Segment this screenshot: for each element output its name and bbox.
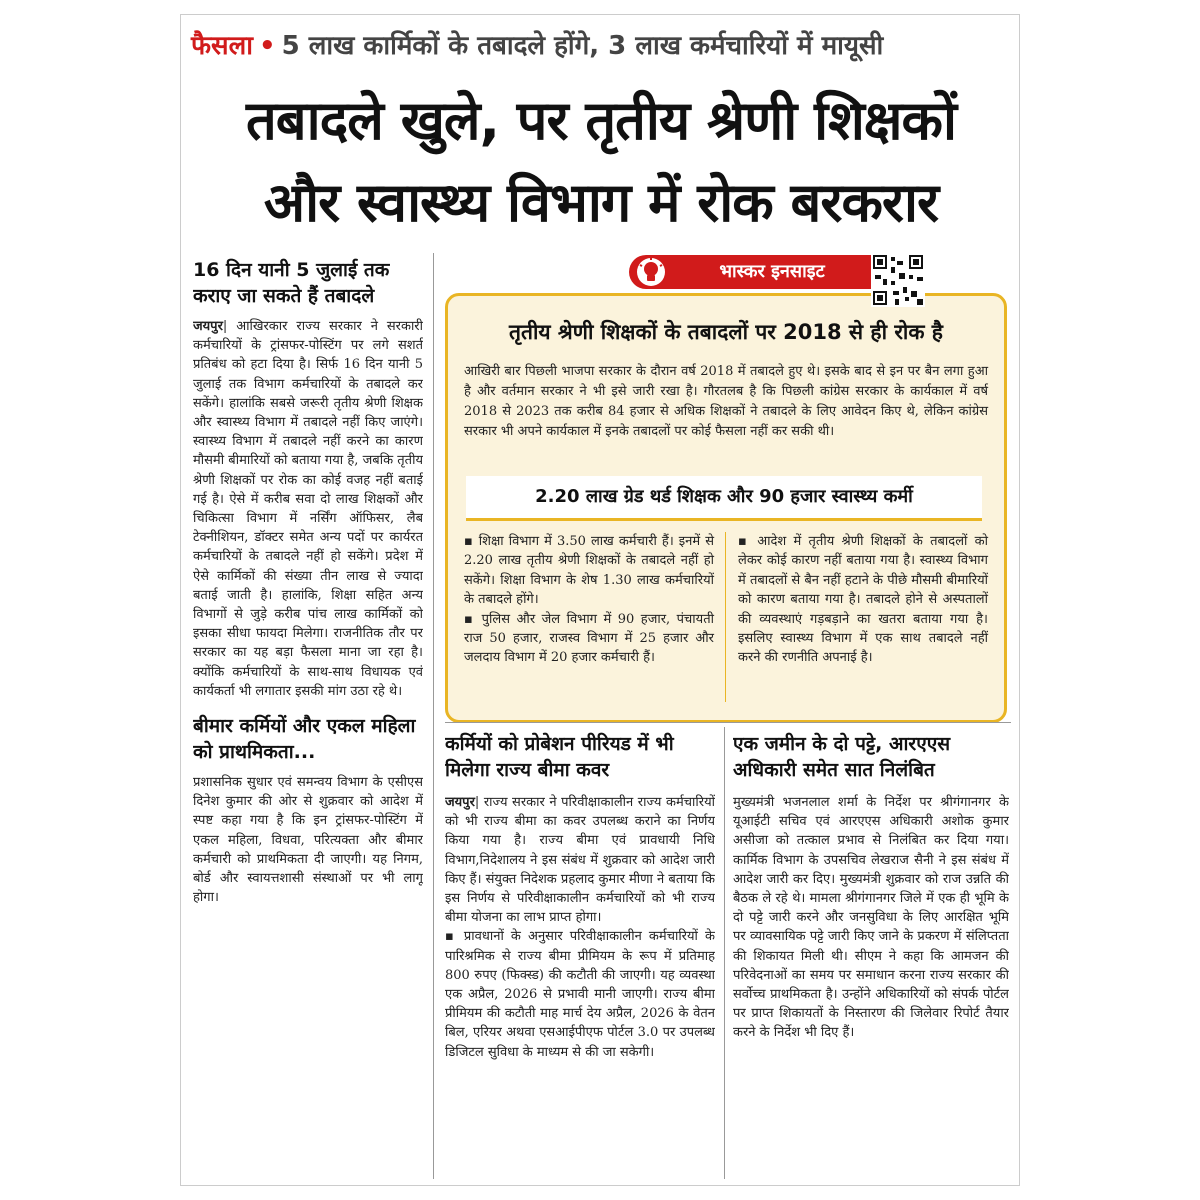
article2-body-text: राज्य सरकार ने परिवीक्षाकालीन राज्य कर्मचारियों को भी राज्य बीमा का कवर उपलब्ध कराने का निर्णय किया गया है। राज्य बीमा एवं प्रावधायी निधि विभाग,निदेशालय ने इस संबंध में शुक्रवार को आदेश जारी किए हैं। संयुक्त निदेशक प्रहलाद कुमार मीणा ने बताया कि इस निर्णय से परिवीक्षाकालीन कर्मचारियों को भी राज्य बीमा योजना का लाभ प्राप्त होगा। (445, 795, 715, 926)
kicker-text: 5 लाख कार्मिकों के तबादले होंगे, 3 लाख कर्मचारियों में मायूसी (281, 31, 884, 61)
left-subhead: 16 दिन यानी 5 जुलाई तक कराए जा सकते हैं तबादले (193, 259, 390, 307)
insight-box (445, 293, 1007, 723)
kicker-tag: फैसला (191, 31, 253, 61)
left-body-2: प्रशासनिक सुधार एवं समन्वय विभाग के एसीएस दिनेश कुमार की ओर से शुक्रवार को आदेश में स्पष्ट कहा गया है कि इन ट्रांसफर-पोस्टिंग में एकल महिला, विधवा, परित्यक्ता और बीमार कर्मचारी को प्राथमिकता दी जाएगी। यह निगम, बोर्ड और स्वायत्तशासी संस्थाओं पर भी लागू होगा। (193, 775, 423, 906)
article2-body-2: ▪ प्रावधानों के अनुसार परिवीक्षाकालीन कर्मचारियों के पारिश्रमिक से राज्य बीमा प्रीमियम के रूप में प्रतिमाह 800 रुपए (फिक्स्ड) की कटौती की जाएगी। यह व्यवस्था एक अप्रैल, 2026 से प्रभावी मानी जाएगी। राज्य बीमा प्रीमियम की कटौती माह मार्च देय अप्रैल, 2026 के वेतन बिल, एरियर अथवा एसआईपीएफ पोर्टल 3.0 पर उपलब्ध डिजिटल सुविधा के माध्यम से की जा सकेगी। (445, 929, 715, 1060)
article2-subhead: कर्मियों को प्रोबेशन पीरियड में भी मिलेगा राज्य बीमा कवर (445, 733, 674, 781)
article2-body: जयपुर| राज्य सरकार ने परिवीक्षाकालीन राज्य कर्मचारियों को भी राज्य बीमा का कवर उपलब्ध कराने का निर्णय किया गया है। राज्य बीमा एवं प्रावधायी निधि विभाग,निदेशालय ने इस संबंध में शुक्रवार को आदेश जारी किए हैं। संयुक्त निदेशक प्रहलाद कुमार मीणा ने बताया कि इस निर्णय से परिवीक्षाकालीन कर्मचारियों को भी राज्य बीमा योजना का लाभ प्राप्त होगा। (445, 795, 715, 926)
kicker (191, 21, 1011, 71)
insight-subhead: 2.20 लाख ग्रेड थर्ड शिक्षक और 90 हजार स्वास्थ्य कर्मी (466, 476, 982, 521)
insight-column-1 (464, 532, 714, 668)
insight-paragraph: आखिरी बार पिछली भाजपा सरकार के दौरान वर्ष 2018 में तबादले हुए थे। इसके बाद से इन पर बैन लगा हुआ है और वर्तमान सरकार ने भी इसे जारी रखा है। गौरतलब है कि पिछली कांग्रेस सरकार के कार्यकाल में वर्ष 2018 से 2023 तक करीब 84 हजार से अधिक शिक्षकों ने तबादले के लिए आवेदन किए थे, लेकिन कांग्रेस सरकार भी अपने कार्यकाल में इनके तबादलों पर कोई फैसला नहीं कर सकी थी। (464, 364, 988, 439)
headline-line-1: तबादले खुले, पर तृतीय श्रेणी शिक्षकों (246, 89, 956, 152)
headline-line-2: और स्वास्थ्य विभाग में रोक बरकरार (263, 171, 939, 234)
insight-title: तृतीय श्रेणी शिक्षकों के तबादलों पर 2018 से ही रोक है (509, 320, 943, 344)
insight-col1-para-2: ▪ पुलिस और जेल विभाग में 90 हजार, पंचायती राज 50 हजार, राजस्व विभाग में 25 हजार और जलदाय विभाग में 20 हजार कर्मचारी हैं। (464, 611, 714, 666)
insight-column-divider (725, 532, 726, 702)
insight-badge-label: भास्कर इनसाइट (719, 261, 825, 282)
insight-col2-para-1: ▪ आदेश में तृतीय श्रेणी शिक्षकों के तबादलों को लेकर कोई कारण नहीं बताया गया है। स्वास्थ्य विभाग में तबादलों से बैन नहीं हटाने के पीछे मौसमी बीमारियों को कारण बताया गया है। तबादले होने से अस्पतालों की व्यवस्थाएं गड़बड़ाने का खतरा बताया गया है। इसलिए स्वास्थ्य विभाग में एक साथ तबादले नहीं करने की रणनीति अपनाई है। (738, 534, 988, 666)
left-column-article (193, 253, 423, 1179)
left-body-text: आखिरकार राज्य सरकार ने सरकारी कर्मचारियों के ट्रांसफर-पोस्टिंग पर लगे सशर्त प्रतिबंध को हटा दिया है। सिर्फ 16 दिन यानी 5 जुलाई तक विभाग कर्मचारियों के तबादले कर सकेंगे। हालांकि सबसे जरूरी तृतीय श्रेणी शिक्षक और स्वास्थ्य विभाग में तबादले नहीं किए जाएंगे। स्वास्थ्य विभाग में तबादले नहीं करने का कारण मौसमी बीमारियों को बताया गया है, जबकि तृतीय श्रेणी शिक्षकों पर रोक का कोई वजह नहीं बताई गई है। ऐसे में करीब सवा दो लाख शिक्षकों और चिकित्सा विभाग में नर्सिंग ऑफिसर, लैब टेक्नीशियन, डॉक्टर समेत अन्य पदों पर कार्यरत कर्मचारियों के तबादले नहीं हो सकेंगे। प्रदेश में ऐसे कार्मिकों की संख्या तीन लाख से ज्यादा बताई जाती है। हालांकि, शिक्षा सहित अन्य विभागों से जुड़े करीब पांच लाख कार्मिकों को इसका सीधा फायदा मिलेगा। राजनीतिक तौर पर सरकार का यह बड़ा फैसला माना जा रहा है। क्योंकि कर्मचारियों के साथ-साथ विधायक एवं कार्यकर्ता भी लगातार इसकी मांग उठा रहे थे। (193, 319, 423, 699)
left-body: जयपुर| आखिरकार राज्य सरकार ने सरकारी कर्मचारियों के ट्रांसफर-पोस्टिंग पर लगे सशर्त प्रतिबंध को हटा दिया है। सिर्फ 16 दिन यानी 5 जुलाई तक विभाग कर्मचारियों के तबादले कर सकेंगे। हालांकि सबसे जरूरी तृतीय श्रेणी शिक्षक और स्वास्थ्य विभाग में तबादले नहीं किए जाएंगे। स्वास्थ्य विभाग में तबादले नहीं करने का कारण मौसमी बीमारियों को बताया गया है, जबकि तृतीय श्रेणी शिक्षकों पर रोक का कोई वजह नहीं बताई गई है। ऐसे में करीब सवा दो लाख शिक्षकों और चिकित्सा विभाग में नर्सिंग ऑफिसर, लैब टेक्नीशियन, डॉक्टर समेत अन्य पदों पर कार्यरत कर्मचारियों के तबादले नहीं हो सकेंगे। प्रदेश में ऐसे कार्मिकों की संख्या तीन लाख से ज्यादा बताई जाती है। हालांकि, शिक्षा सहित अन्य विभागों से जुड़े करीब पांच लाख कार्मिकों को इसका सीधा फायदा मिलेगा। राजनीतिक तौर पर सरकार का यह बड़ा फैसला माना जा रहा है। क्योंकि कर्मचारियों के साथ-साथ विधायक एवं कार्यकर्ता भी लगातार इसकी मांग उठा रहे थे। (193, 319, 423, 699)
section-divider (445, 722, 1011, 723)
insight-column-2 (738, 532, 988, 668)
newspaper-page (181, 15, 1019, 1185)
article3-subhead: एक जमीन के दो पट्टे, आरएएस अधिकारी समेत सात निलंबित (733, 733, 951, 781)
article-probation-insurance (445, 727, 715, 1179)
column-divider-left (433, 253, 434, 1179)
insight-badge (629, 255, 889, 289)
article-ras-suspension (733, 727, 1009, 1179)
left-byline: जयपुर (193, 319, 223, 334)
insight-col1-para-1: ▪ शिक्षा विभाग में 3.50 लाख कर्मचारी हैं। इनमें से 2.20 लाख तृतीय श्रेणी शिक्षकों के तबादले नहीं हो सकेंगे। शिक्षा विभाग के शेष 1.30 लाख कर्मचारियों के तबादले होंगे। (464, 534, 714, 608)
lightbulb-icon (636, 257, 666, 287)
article3-body: मुख्यमंत्री भजनलाल शर्मा के निर्देश पर श्रीगंगानगर के यूआईटी सचिव एवं आरएएस अधिकारी अशोक कुमार असीजा को तत्काल प्रभाव से निलंबित कर दिया गया। कार्मिक विभाग के उपसचिव लेखराज सैनी ने इस संबंध में आदेश जारी कर दिए। मुख्यमंत्री शुक्रवार को राज उन्नति की बैठक ले रहे थे। मामला श्रीगंगानगर जिले में एक ही भूमि के दो पट्टे जारी करने और जनसुविधा के लिए आरक्षित भूमि पर व्यावसायिक पट्टे जारी किए जाने के प्रकरण में संलिप्तता की शिकायत मिली थी। सीएम ने कहा कि आमजन की परिवेदनाओं का समय पर समाधान करना राज्य सरकार की सर्वोच्च प्राथमिकता है। उन्होंने अधिकारियों को संपर्क पोर्टल पर प्राप्त शिकायतों के निस्तारण की जिलेवार रिपोर्ट तैयार करने के निर्देश भी दिए हैं। (733, 795, 1009, 1041)
article2-byline: जयपुर (445, 795, 475, 810)
kicker-bullet: • (258, 31, 276, 61)
qr-code-icon (871, 253, 925, 307)
left-subhead-2: बीमार कर्मियों और एकल महिला को प्राथमिकता... (193, 715, 416, 764)
column-divider-right (724, 727, 725, 1179)
